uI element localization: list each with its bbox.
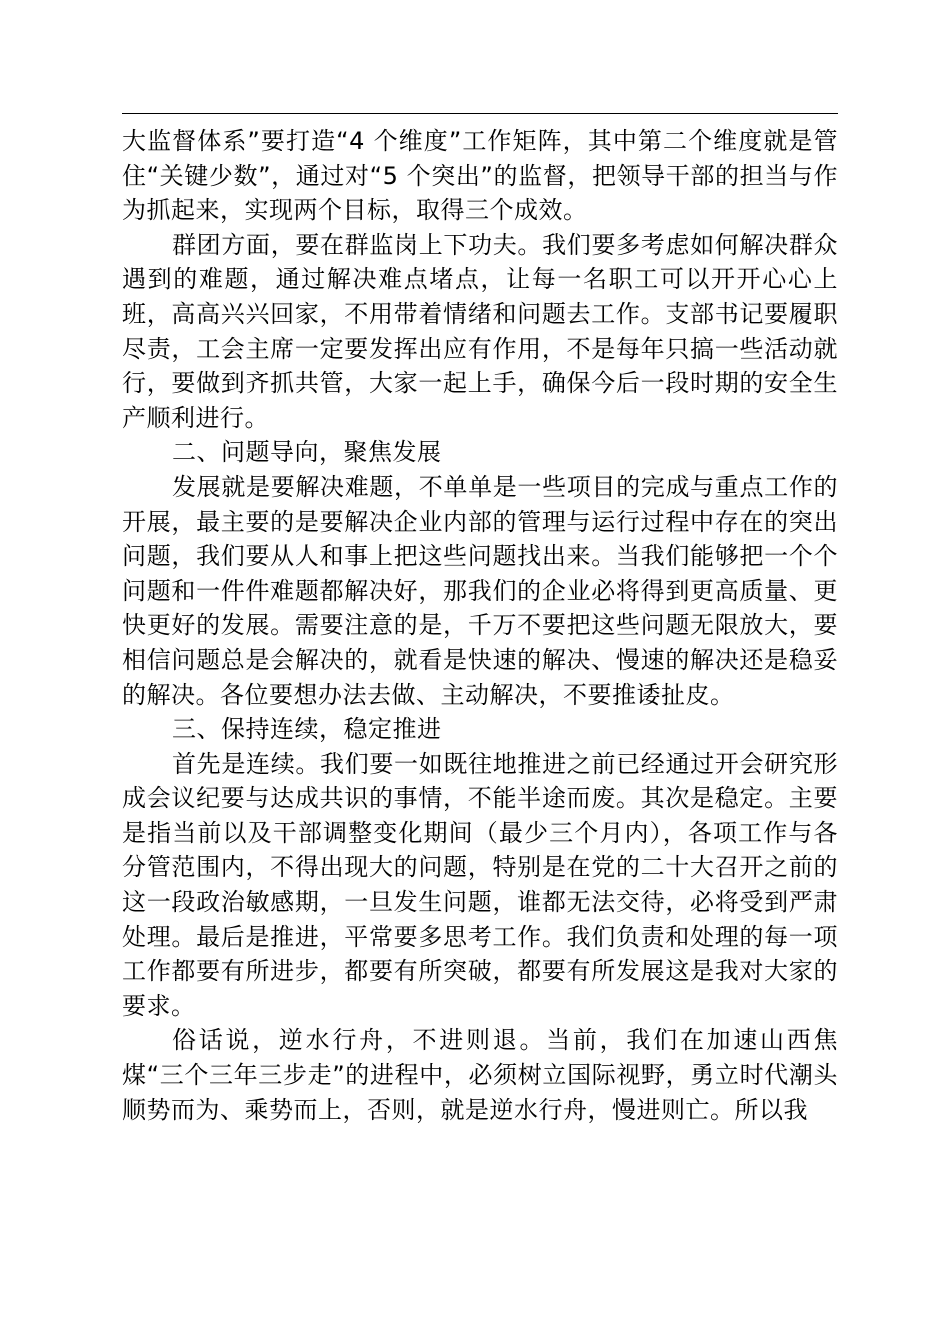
paragraph-development: 发展就是要解决难题，不单单是一些项目的完成与重点工作的开展，最主要的是要解决企业内部的管理与运行过程中存在的突出问题，我们要从人和事上把这些问题找出来。当我们能够把一个个问题和一件件难题都解决好，那我们的企业必将得到更高质量、更快更好的发展。需要注意的是，千万不要把这些问题无限放大，要相信问题总是会解决的，就看是快速的解决、慢速的解决还是稳妥的解决。各位要想办法去做、主动解决，不要推诿扯皮。 bbox=[122, 472, 838, 709]
paragraph-proverb: 俗话说，逆水行舟，不进则退。当前，我们在加速山西焦煤“三个三年三步走”的进程中，必须树立国际视野，勇立时代潮头顺势而为、乘势而上，否则，就是逆水行舟，慢进则亡。所以我 bbox=[122, 1026, 838, 1124]
body-text bbox=[122, 124, 838, 1127]
header-rule bbox=[122, 113, 838, 114]
paragraph-continuation: 大监督体系”要打造“4 个维度”工作矩阵，其中第二个维度就是管住“关键少数”，通过对“5 个突出”的监督，把领导干部的担当与作为抓起来，实现两个目标，取得三个成效。 bbox=[122, 127, 838, 225]
section-heading-2: 二、问题导向，聚焦发展 bbox=[172, 438, 442, 467]
section-heading-3: 三、保持连续，稳定推进 bbox=[172, 715, 442, 744]
paragraph-continuity: 首先是连续。我们要一如既往地推进之前已经通过开会研究形成会议纪要与达成共识的事情，不能半途而废。其次是稳定。主要是指当前以及干部调整变化期间（最少三个月内），各项工作与各分管范围内，不得出现大的问题，特别是在党的二十大召开之前的这一段政治敏感期，一旦发生问题，谁都无法交待，必将受到严肃处理。最后是推进，平常要多思考工作。我们负责和处理的每一项工作都要有所进步，都要有所突破，都要有所发展这是我对大家的要求。 bbox=[122, 749, 838, 1020]
paragraph-mass-organizations: 群团方面，要在群监岗上下功夫。我们要多考虑如何解决群众遇到的难题，通过解决难点堵点，让每一名职工可以开开心心上班，高高兴兴回家，不用带着情绪和问题去工作。支部书记要履职尽责，工会主席一定要发挥出应有作用，不是每年只搞一些活动就行，要做到齐抓共管，大家一起上手，确保今后一段时期的安全生产顺利进行。 bbox=[122, 230, 838, 432]
